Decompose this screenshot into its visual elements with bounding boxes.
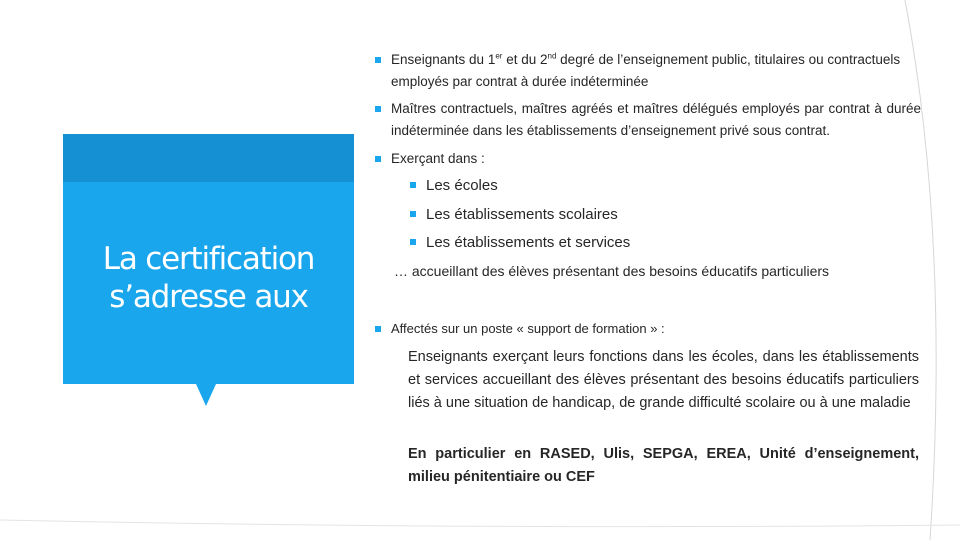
bullet-exercant: Exerçant dans : <box>391 151 485 166</box>
bullet-enseignants-text-a: Enseignants du 1 <box>391 52 496 67</box>
paragraph-enseignants-exercant: Enseignants exerçant leurs fonctions dans les écoles, dans les établissements et services accueillant des élèves présentant des besoins éducatifs particuliers liés à une situation de handicap, de grande difficulté scolaire ou à une maladie <box>408 349 919 411</box>
title-pointer-icon <box>196 384 216 406</box>
bullet-affectes: Affectés sur un poste « support de formation » : <box>391 321 665 336</box>
superscript-er: er <box>495 51 503 61</box>
bullet-square-icon <box>375 156 381 162</box>
paragraph-en-particulier: En particulier en RASED, Ulis, SEPGA, EREA, Unité d’enseignement, milieu pénitentiaire ou CEF <box>408 446 919 485</box>
bullet-square-icon <box>375 106 381 112</box>
slide-title: La certification s’adresse aux <box>102 241 315 315</box>
bullet-square-icon <box>410 239 416 245</box>
bullet-square-icon <box>375 57 381 63</box>
bullet-enseignants-text-b: et du 2 <box>502 52 548 67</box>
bullet-square-icon <box>410 211 416 217</box>
sub-item-etablissements-services: Les établissements et services <box>426 234 631 251</box>
title-panel-header <box>63 134 354 182</box>
bullet-maitres: Maîtres contractuels, maîtres agréés et maîtres délégués employés par contrat à durée indéterminée dans les établissements d’enseignement privé sous contrat. <box>391 101 921 138</box>
bullet-square-icon <box>375 326 381 332</box>
accueillant-line: … accueillant des élèves présentant des besoins éducatifs particuliers <box>394 263 830 279</box>
sub-item-ecoles: Les écoles <box>426 177 498 194</box>
bullet-enseignants-text-c: degré de l’enseignement public, titulaires ou contractuels employés par contrat à durée indéterminée <box>391 52 901 89</box>
superscript-nd: nd <box>547 51 557 61</box>
bullet-square-icon <box>410 182 416 188</box>
title-panel <box>63 134 354 384</box>
bullet-enseignants <box>391 49 923 93</box>
sub-item-etablissements-scolaires: Les établissements scolaires <box>426 206 618 223</box>
